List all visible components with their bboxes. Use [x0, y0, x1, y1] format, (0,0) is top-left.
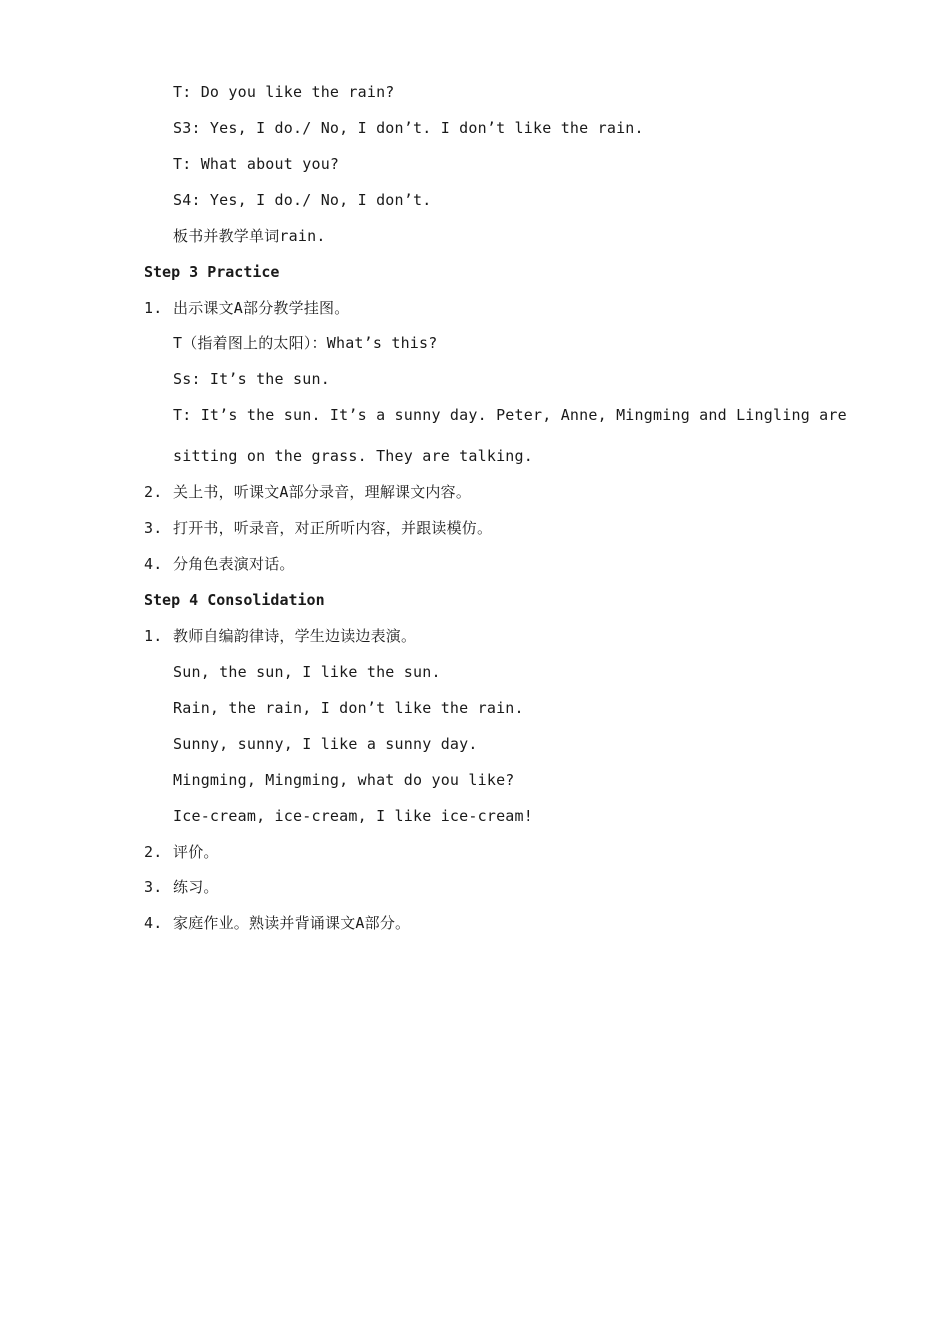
dialogue-line: T: Do you like the rain? [173, 83, 395, 101]
list-item-text: 打开书，听录音，对正所听内容，并跟读模仿。 [173, 519, 493, 537]
section-heading-step3: Step 3 Practice [144, 263, 280, 281]
list-number: 1. [144, 299, 163, 317]
list-number: 3. [144, 519, 163, 537]
list-item-text: 分角色表演对话。 [173, 555, 295, 573]
section-heading-step4: Step 4 Consolidation [144, 591, 325, 609]
list-item-text: 出示课文A部分教学挂图。 [173, 299, 350, 317]
chant-line: Ice-cream, ice-cream, I like ice-cream! [173, 807, 533, 825]
list-number: 4. [144, 555, 163, 573]
chant-line: Sunny, sunny, I like a sunny day. [173, 735, 478, 753]
list-number: 2. [144, 843, 163, 861]
dialogue-line: S4: Yes, I do./ No, I don’t. [173, 191, 432, 209]
dialogue-line: Ss: It’s the sun. [173, 370, 330, 388]
list-item-text: 关上书，听课文A部分录音，理解课文内容。 [173, 483, 472, 501]
list-item-text: 练习。 [173, 878, 219, 896]
dialogue-line: S3: Yes, I do./ No, I don’t. I don’t like the rain. [173, 119, 644, 137]
list-number: 3. [144, 878, 163, 896]
dialogue-line: sitting on the grass. They are talking. [173, 447, 533, 465]
list-number: 4. [144, 914, 163, 932]
instruction-line: 板书并教学单词rain. [173, 227, 326, 245]
dialogue-line: T: What about you? [173, 155, 340, 173]
chant-line: Sun, the sun, I like the sun. [173, 663, 441, 681]
list-number: 2. [144, 483, 163, 501]
list-item-text: 家庭作业。熟读并背诵课文A部分。 [173, 914, 411, 932]
chant-line: Rain, the rain, I don’t like the rain. [173, 699, 524, 717]
chant-line: Mingming, Mingming, what do you like? [173, 771, 515, 789]
list-item-text: 评价。 [173, 843, 219, 861]
dialogue-line: T: It’s the sun. It’s a sunny day. Peter, Anne, Mingming and Lingling are [173, 406, 847, 424]
list-item-text: 教师自编韵律诗，学生边读边表演。 [173, 627, 417, 645]
list-number: 1. [144, 627, 163, 645]
dialogue-line: T（指着图上的太阳）：What’s this? [173, 334, 438, 352]
